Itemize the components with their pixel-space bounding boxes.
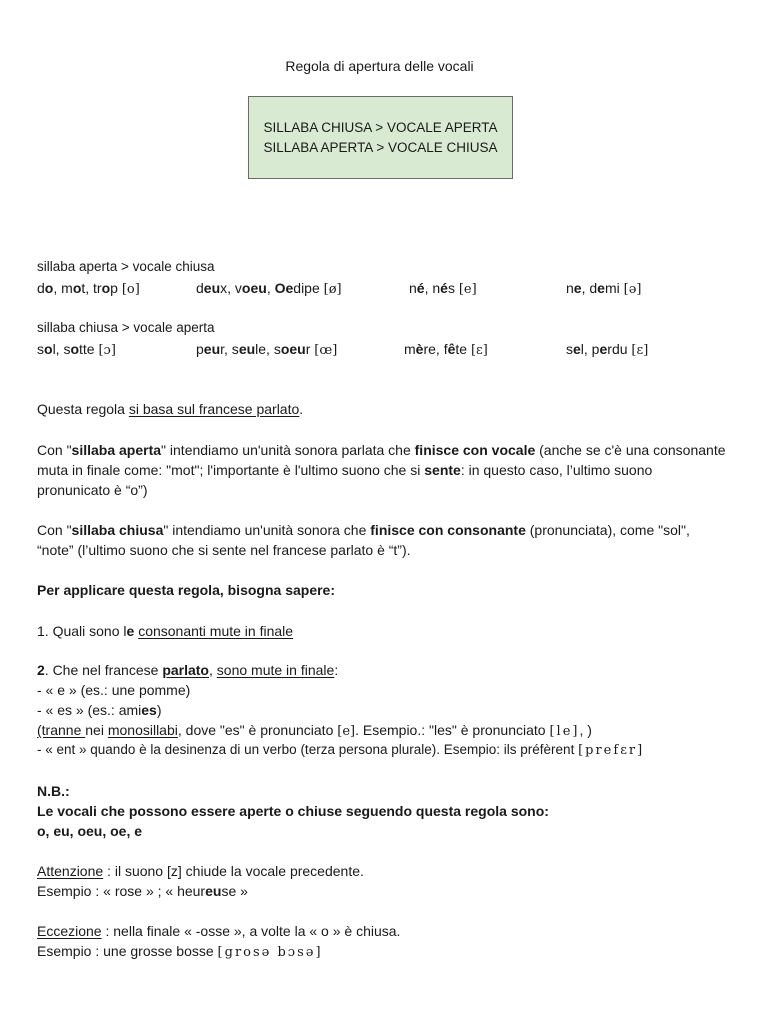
example-text: mi (604, 280, 624, 296)
paragraph-text: Con " (37, 442, 72, 458)
exception-label: Eccezione (37, 923, 102, 939)
ipa-symbol: [ɛ] (470, 343, 488, 358)
paragraph-text: Con " (37, 522, 72, 538)
example-vowel: eu (203, 341, 221, 357)
paragraph-text: 1. Quali sono l (37, 623, 127, 639)
example-text: s (566, 341, 573, 357)
paragraph-text: se » (221, 883, 248, 899)
example-text: , d (581, 280, 598, 296)
example-vowel: o (44, 280, 54, 296)
example-open-1 (37, 280, 140, 297)
paragraph-text: , (209, 662, 217, 678)
example-text: re, f (423, 341, 448, 357)
ipa-symbol: [œ] (314, 343, 338, 358)
example-text: s (37, 341, 44, 357)
paragraph-text: : nella finale « -osse », a volte la « o » è chiusa. (101, 923, 401, 939)
paragraph-text: ) (156, 702, 162, 718)
paragraph-text: . Che nel francese (44, 662, 163, 678)
bold-term: eu (205, 883, 222, 899)
paragraph-text: . Esempio.: "les" è pronunciato (355, 722, 550, 738)
bold-term: e (126, 623, 139, 639)
ipa-symbol: [grosə bɔsə] (217, 945, 323, 960)
monosyllable-exception (37, 720, 727, 742)
example-text: s (447, 280, 459, 296)
paragraph-closed-syllable (37, 520, 727, 560)
example-vowel: Oe (274, 280, 294, 296)
nb-line: Le vocali che possono essere aperte o chiuse seguendo questa regola sono: (37, 803, 549, 819)
example-closed-3 (404, 341, 488, 358)
example-text: le, s (255, 341, 281, 357)
example-text: x, v (220, 280, 242, 296)
example-text: t, tr (81, 280, 102, 296)
example-vowel: eu (238, 341, 256, 357)
paragraph-text: - « es » (es.: ami (37, 702, 142, 718)
example-text: l, s (52, 341, 71, 357)
example-vowel: é (440, 280, 448, 296)
ipa-symbol: [e] (337, 724, 356, 739)
example-vowel: oeu (241, 280, 267, 296)
ipa-symbol: [ø] (323, 282, 342, 297)
apply-rule-heading (37, 580, 727, 600)
mute-es-item (37, 700, 727, 720)
attention-block (37, 861, 727, 901)
bold-term: sente (424, 462, 461, 478)
paragraph-text: : in questo caso, l’ultimo suono pronunicato è “o”) (37, 462, 653, 498)
underlined-phrase: (tranne (37, 722, 86, 738)
attention-label: Attenzione (37, 863, 104, 879)
example-vowel: e (573, 280, 582, 296)
example-vowel: è (415, 341, 424, 357)
exception-block (37, 921, 727, 963)
open-syllable-heading: sillaba aperta > vocale chiusa (37, 259, 215, 274)
nb-vowels-list: o, eu, oeu, oe, e (37, 823, 143, 839)
ipa-symbol: [ɔ] (98, 343, 116, 358)
mute-e-item: - « e » (es.: une pomme) (37, 682, 191, 698)
paragraph-open-syllable (37, 440, 727, 500)
mute-ent-item (37, 740, 727, 761)
paragraph-text: Questa regola (37, 401, 129, 417)
example-text: r, s (220, 341, 239, 357)
bold-term: 2 (37, 662, 45, 678)
paragraph-text: " intendiamo un'unità sonora parlata che (161, 442, 415, 458)
underlined-phrase: parlato (162, 662, 209, 678)
example-text: tte (79, 341, 99, 357)
example-vowel: o (44, 341, 53, 357)
paragraph-text: " intendiamo un'unità sonora che (163, 522, 371, 538)
paragraph-text: Esempio : « rose » ; « heur (37, 883, 206, 899)
example-closed-1 (37, 341, 116, 358)
rule-line-closed: SILLABA CHIUSA > VOCALE APERTA (263, 119, 498, 135)
ipa-symbol: [le] (549, 724, 580, 739)
example-open-3 (409, 280, 477, 297)
example-text: n (409, 280, 417, 296)
example-text: d (196, 280, 204, 296)
ipa-symbol: [prefɛr] (578, 743, 645, 758)
paragraph-text: . (299, 401, 304, 417)
example-vowel: oeu (280, 341, 306, 357)
example-text: rdu (607, 341, 632, 357)
example-vowel: o (101, 280, 111, 296)
paragraph-text: nei (85, 722, 108, 738)
bold-term: sillaba chiusa (71, 522, 164, 538)
underlined-phrase: consonanti mute in finale (138, 623, 294, 639)
page-title: Regola di apertura delle vocali (285, 58, 474, 74)
ipa-symbol: [e] (458, 282, 477, 297)
example-text: , (266, 280, 275, 296)
rule-line-open: SILLABA APERTA > VOCALE CHIUSA (263, 139, 498, 155)
nb-block (37, 781, 727, 841)
bold-term: finisce con consonante (370, 522, 526, 538)
underlined-phrase: sono mute in finale (216, 662, 335, 678)
example-text: p (196, 341, 204, 357)
example-vowel: o (70, 341, 80, 357)
bold-term: finisce con vocale (414, 442, 536, 458)
rule-summary-box (248, 96, 513, 179)
paragraph-text: : il suono [z] chiude la vocale precedente. (103, 863, 364, 879)
example-text: l, p (580, 341, 600, 357)
ipa-symbol: [ɛ] (631, 343, 649, 358)
example-closed-2 (196, 341, 337, 358)
example-text: n (566, 280, 574, 296)
example-vowel: é (416, 280, 425, 296)
paragraph-text: , dove "es" è pronunciato (177, 722, 338, 738)
example-text: te (455, 341, 471, 357)
paragraph-text: : (334, 662, 339, 678)
example-text: , m (53, 280, 73, 296)
example-text: p (110, 280, 122, 296)
bold-heading: Per applicare questa regola, bisogna sapere: (37, 582, 335, 598)
point-2 (37, 660, 727, 680)
example-open-2 (196, 280, 342, 297)
example-vowel: ê (447, 341, 456, 357)
paragraph-text: (anche se c'è una consonante muta in finale come: "mot"; l'importante è l'ultimo suono che si (37, 442, 726, 478)
paragraph-text: Esempio : une grosse bosse (37, 943, 218, 959)
paragraph-text: (pronunciata), come "sol", “note” (l’ultimo suono che si sente nel francese parlato è “t”). (37, 522, 690, 558)
example-text: , n (424, 280, 441, 296)
nb-label: N.B.: (37, 783, 70, 799)
example-text: d (37, 280, 45, 296)
paragraph-text: - « ent » quando è la desinenza di un verbo (terza persona plurale). Esempio: ils préfèrent (37, 742, 579, 757)
example-vowel: eu (203, 280, 221, 296)
bold-term: sillaba aperta (71, 442, 162, 458)
underlined-phrase: si basa sul francese parlato (128, 401, 300, 417)
example-text: r (305, 341, 315, 357)
bold-term: es (141, 702, 157, 718)
example-vowel: o (72, 280, 82, 296)
example-closed-4 (566, 341, 648, 358)
point-1 (37, 621, 727, 641)
example-vowel: e (597, 280, 605, 296)
ipa-symbol: [o] (121, 282, 140, 297)
ipa-symbol: [ə] (623, 282, 642, 297)
example-open-4 (566, 280, 641, 297)
example-vowel: e (599, 341, 608, 357)
paragraph-based-on-spoken (37, 399, 727, 419)
example-text: m (404, 341, 416, 357)
underlined-phrase: monosillabi (107, 722, 178, 738)
example-text: dipe (293, 280, 324, 296)
paragraph-text: , ) (579, 722, 592, 738)
closed-syllable-heading: sillaba chiusa > vocale aperta (37, 320, 215, 335)
example-vowel: e (573, 341, 581, 357)
